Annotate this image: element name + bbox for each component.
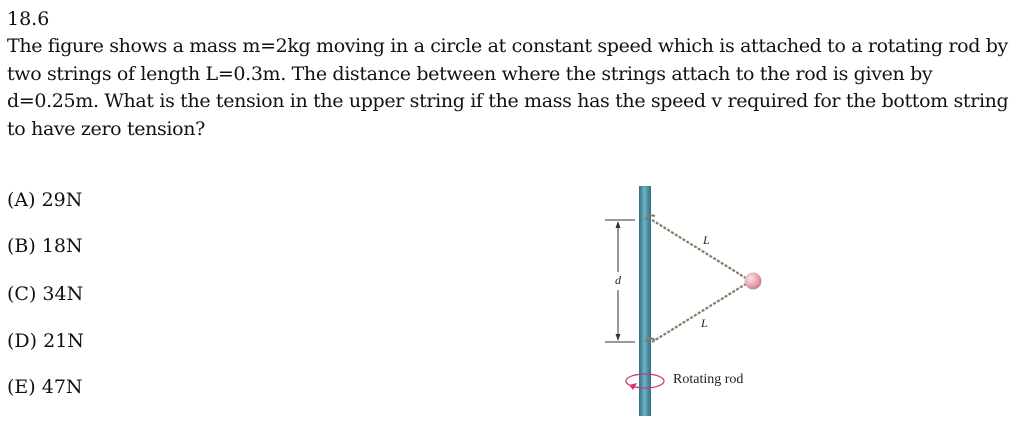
lower-string-label: L: [701, 316, 708, 330]
choice-a[interactable]: [7, 187, 82, 214]
distance-label: d: [615, 273, 621, 287]
figure-svg: [595, 182, 775, 422]
choice-label: (E): [7, 376, 36, 398]
choice-label: (A): [7, 189, 36, 211]
choice-label: (D): [7, 330, 38, 352]
choice-b[interactable]: [7, 233, 83, 260]
upper-string: [652, 220, 749, 280]
strings: [645, 216, 749, 343]
upper-string-label: L: [703, 233, 710, 247]
question-number: 18.6: [7, 8, 50, 30]
choice-value: 47N: [41, 376, 83, 398]
choice-e[interactable]: [7, 374, 83, 401]
choice-label: (B): [7, 235, 36, 257]
choice-c[interactable]: [7, 281, 83, 308]
choice-value: 34N: [42, 283, 84, 305]
choice-value: 18N: [41, 235, 83, 257]
rotating-rod-figure: [595, 182, 775, 422]
rotating-rod: [639, 186, 651, 416]
choice-label: (C): [7, 283, 37, 305]
mass-ball: [745, 273, 762, 290]
distance-dimension: [605, 220, 635, 342]
question-text: The figure shows a mass m=2kg moving in a circle at constant speed which is attached to a rotating rod by two strings of length L=0.3m. The distance between where the strings attach to the rod is given by d=0.25m. What is the tension in the upper string if the mass has the speed v required for the bottom string to have zero tension?: [7, 35, 1009, 140]
choice-d[interactable]: [7, 328, 84, 355]
choice-value: 21N: [43, 330, 84, 352]
choice-value: 29N: [41, 189, 83, 211]
lower-string: [652, 282, 749, 342]
rod-label: Rotating rod: [673, 372, 744, 387]
